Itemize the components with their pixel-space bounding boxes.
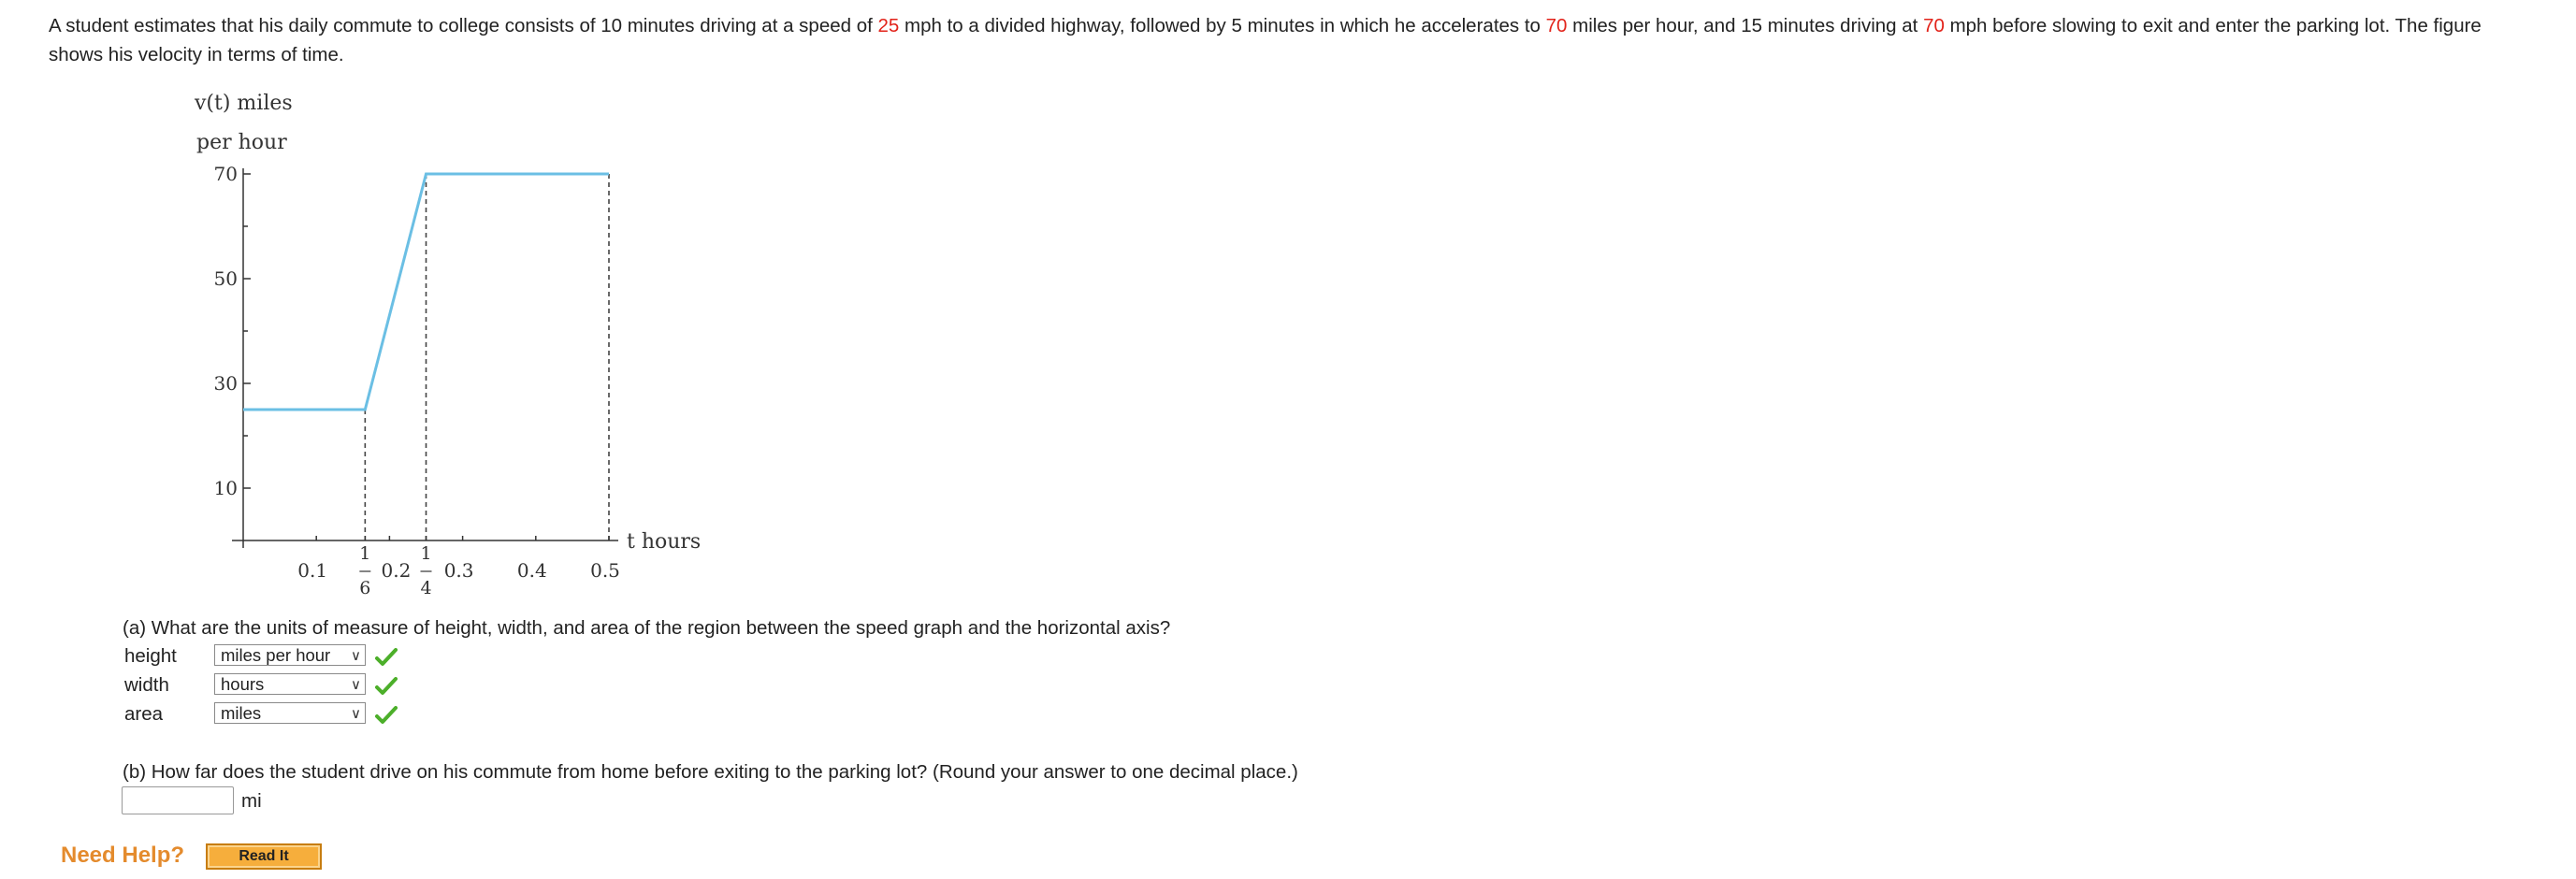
height-units-value: miles per hour [221,645,331,665]
x-tick-label: 0.4 [516,559,547,582]
distance-answer-input[interactable] [122,786,234,814]
check-icon [375,647,398,668]
x-axis-label: t hours [627,530,702,554]
y-axis-label-line2: per hour [196,131,287,154]
part-a-question: (a) What are the units of measure of height, width, and area of the region between the speed graph and the horizontal axis? [123,617,1171,639]
width-units-select[interactable] [214,673,366,695]
distance-unit: mi [241,790,262,812]
problem-text-4: mph before slowing to exit and enter the parking lot. The figure shows his velocity in terms of time. [49,15,2482,65]
x-fraction-numerator: 1 [359,543,371,564]
x-fraction-numerator: 1 [420,543,432,564]
speed-value-1: 25 [877,15,900,36]
check-icon [375,676,398,697]
x-tick-label: 0.1 [297,559,328,582]
velocity-graph [0,0,748,617]
x-tick-label: 0.3 [443,559,474,582]
need-help-label: Need Help? [61,843,185,868]
width-units-value: hours [221,674,265,694]
x-fraction-denominator: 6 [359,578,371,598]
read-it-button[interactable]: Read It [206,843,322,870]
problem-text-1: A student estimates that his daily commute to college consists of 10 minutes driving at a speed of [49,15,878,36]
y-axis-label-line1: v(t) miles [195,92,293,115]
speed-value-3: 70 [1923,15,1945,36]
height-label: height [124,645,177,667]
width-label: width [124,674,169,696]
x-tick-label: 0.2 [381,559,412,582]
chevron-down-icon: ∨ [351,648,361,664]
y-tick-label: 70 [213,163,238,185]
area-units-select[interactable] [214,702,366,724]
area-label: area [124,703,164,725]
y-tick-label: 50 [213,267,238,290]
x-fraction-denominator: 4 [420,578,432,598]
problem-text-3: miles per hour, and 15 minutes driving at [1567,15,1924,36]
height-units-select[interactable] [214,644,366,666]
part-b-question: (b) How far does the student drive on his commute from home before exiting to the parking lot? (Round your answer to one decimal place.) [123,761,1298,783]
chevron-down-icon: ∨ [351,677,361,693]
problem-text-2: mph to a divided highway, followed by 5 minutes in which he accelerates to [899,15,1546,36]
y-tick-label: 10 [213,477,238,499]
speed-value-2: 70 [1545,15,1568,36]
check-icon [375,705,398,726]
chevron-down-icon: ∨ [351,706,361,722]
area-units-value: miles [221,703,262,723]
x-tick-label: 0.5 [590,559,620,582]
y-tick-label: 30 [213,372,238,395]
